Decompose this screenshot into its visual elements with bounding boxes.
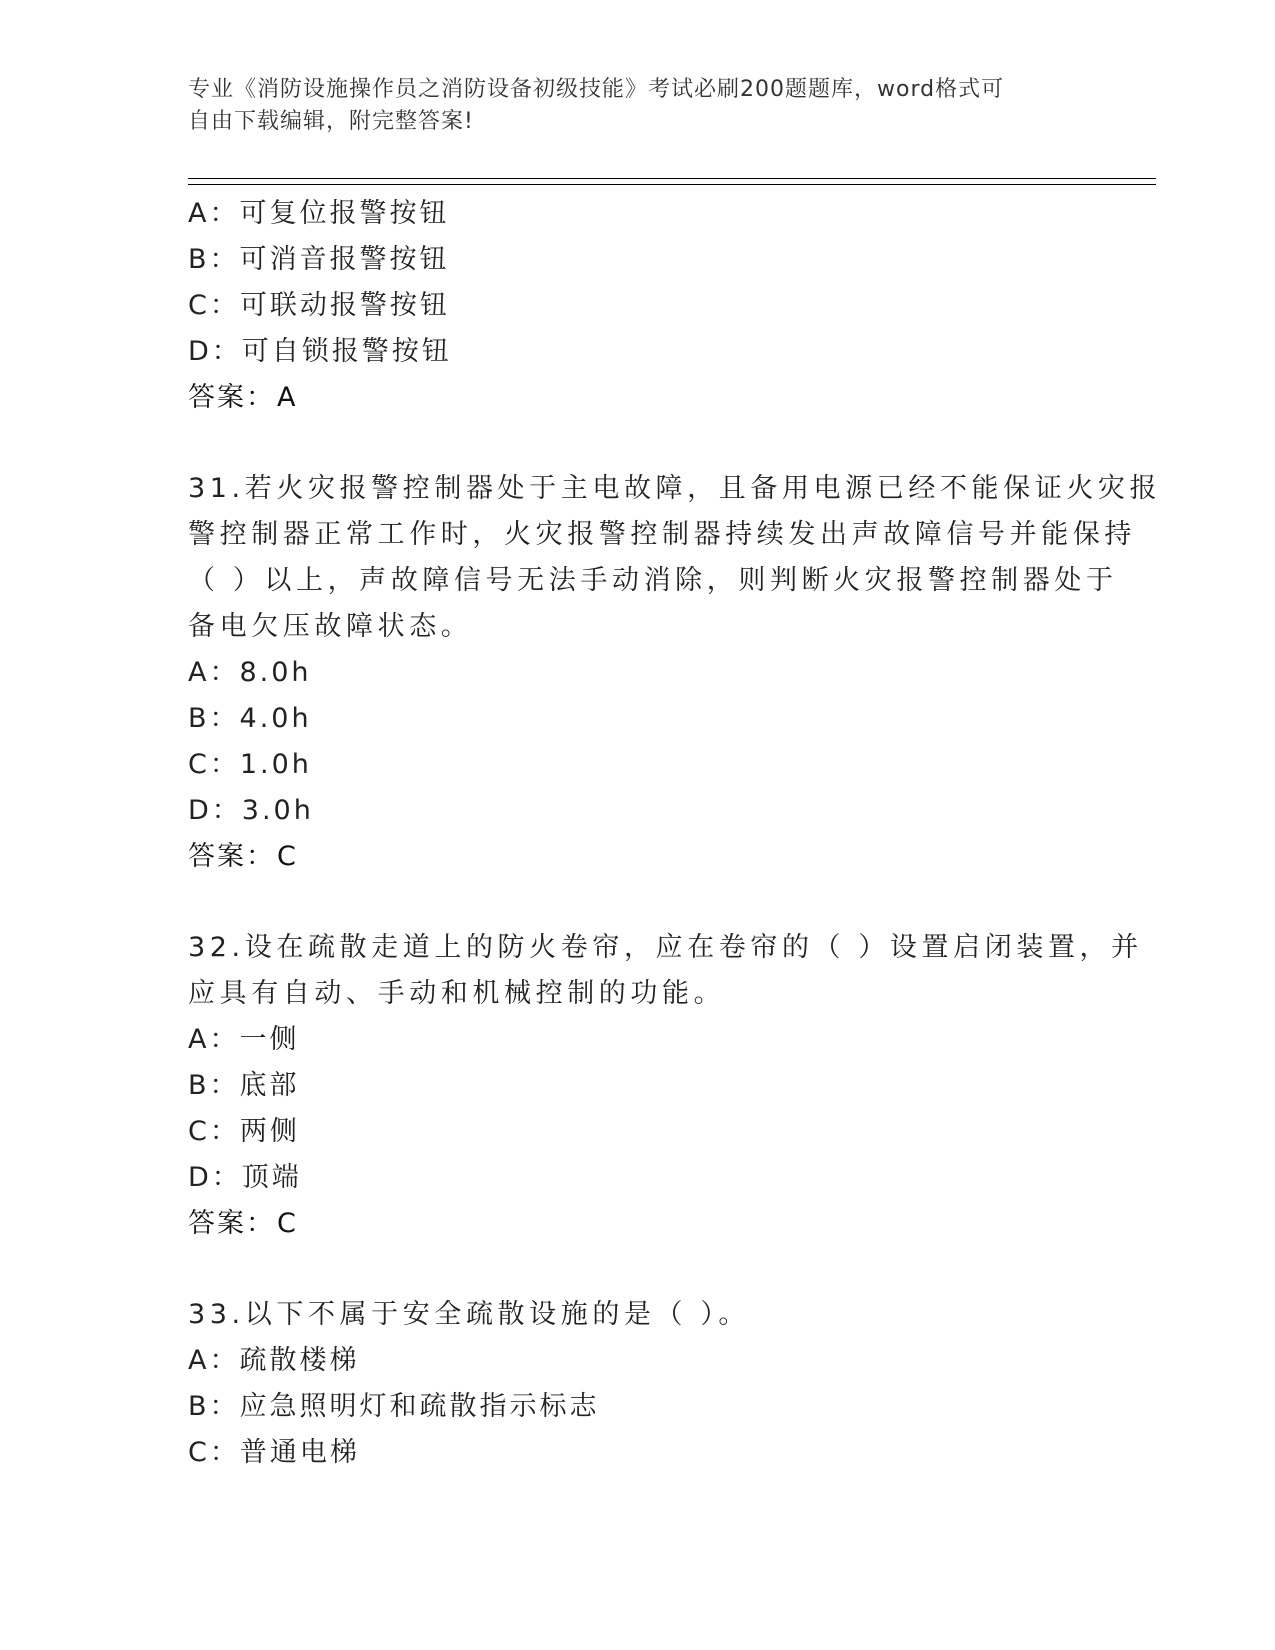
option-a: A：8.0h — [188, 657, 312, 688]
answer-label: 答案： — [188, 1208, 275, 1239]
question-stem — [188, 466, 1162, 650]
option-c: C：1.0h — [188, 749, 312, 780]
question-31 — [188, 466, 1162, 880]
option-d: D：顶端 — [188, 1162, 302, 1193]
header-rule-bottom — [188, 184, 1156, 185]
header-line-2: 自由下载编辑，附完整答案! — [188, 109, 474, 134]
option-c: C：可联动报警按钮 — [188, 290, 450, 321]
option-b: B：应急照明灯和疏散指示标志 — [188, 1391, 600, 1422]
stem-line: 33.以下不属于安全疏散设施的是（ ）。 — [188, 1299, 751, 1330]
option-a: A：可复位报警按钮 — [188, 198, 450, 229]
answer-value: C — [277, 1208, 298, 1239]
stem-line: 警控制器正常工作时，火灾报警控制器持续发出声故障信号并能保持 — [188, 519, 1136, 550]
option-c: C：普通电梯 — [188, 1437, 360, 1468]
answer-label: 答案： — [188, 382, 275, 413]
option-d: D：可自锁报警按钮 — [188, 336, 452, 367]
option-c: C：两侧 — [188, 1116, 300, 1147]
answer-value: C — [277, 841, 298, 872]
question-32 — [188, 925, 1143, 1247]
option-b: B：4.0h — [188, 703, 312, 734]
option-b: B：底部 — [188, 1070, 300, 1101]
option-a: A：一侧 — [188, 1024, 300, 1055]
stem-line: 31.若火灾报警控制器处于主电故障，且备用电源已经不能保证火灾报 — [188, 473, 1162, 504]
option-d: D：3.0h — [188, 795, 314, 826]
header-rule-top — [188, 178, 1156, 179]
question-content — [188, 191, 1162, 1476]
answer-line — [188, 1201, 1088, 1247]
answer-line — [188, 834, 1088, 880]
stem-line: 32.设在疏散走道上的防火卷帘，应在卷帘的（ ）设置启闭装置，并 — [188, 932, 1143, 963]
question-30-options — [188, 191, 1088, 421]
header-line-1: 专业《消防设施操作员之消防设备初级技能》考试必刷200题题库，word格式可 — [188, 77, 1005, 102]
answer-line — [188, 375, 1088, 421]
option-b: B：可消音报警按钮 — [188, 244, 450, 275]
question-33 — [188, 1292, 1088, 1476]
option-a: A：疏散楼梯 — [188, 1345, 360, 1376]
answer-label: 答案： — [188, 841, 275, 872]
stem-line: 应具有自动、手动和机械控制的功能。 — [188, 978, 726, 1009]
stem-line: （ ）以上，声故障信号无法手动消除，则判断火灾报警控制器处于 — [188, 565, 1118, 596]
question-stem — [188, 925, 1143, 1017]
question-stem — [188, 1292, 1088, 1338]
stem-line: 备电欠压故障状态。 — [188, 611, 473, 642]
answer-value: A — [277, 382, 298, 413]
document-header — [188, 74, 1088, 138]
